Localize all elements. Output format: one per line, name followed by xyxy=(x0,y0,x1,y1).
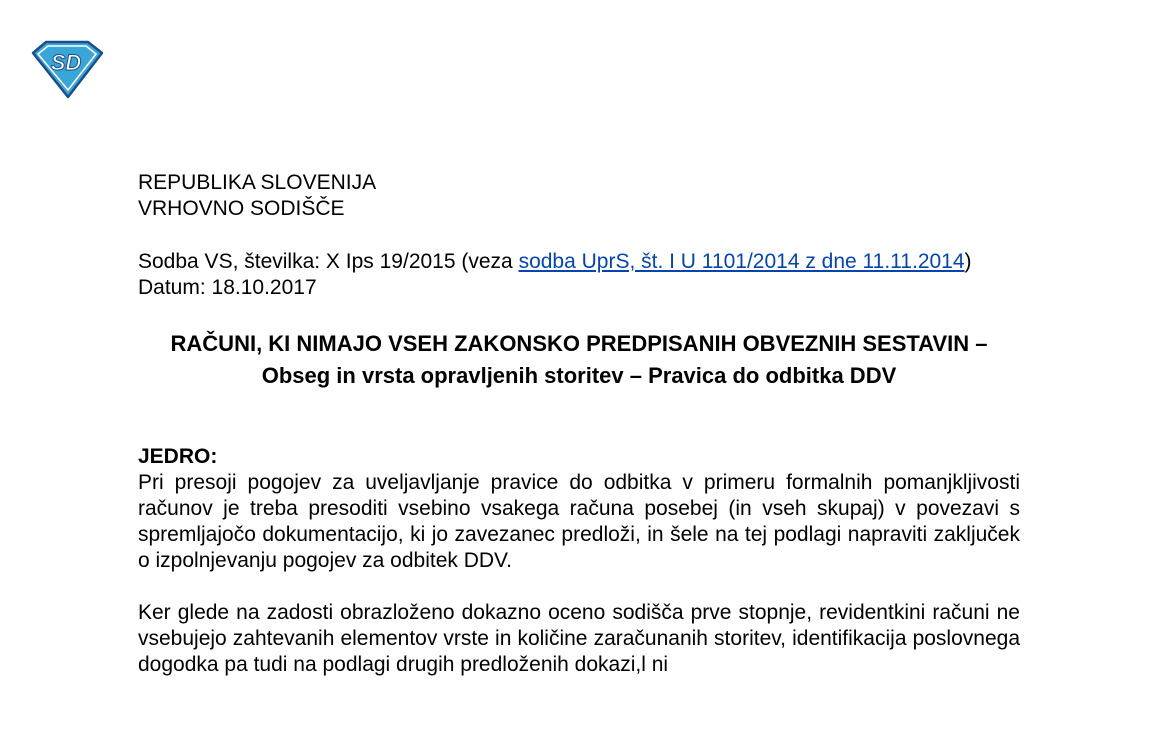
case-reference xyxy=(138,249,1020,301)
case-date: Datum: 18.10.2017 xyxy=(138,276,317,299)
related-judgment-link[interactable]: sodba UprS, št. I U 1101/2014 z dne 11.11.2014 xyxy=(518,250,965,273)
core-paragraph-2: Ker glede na zadosti obrazloženo dokazno oceno sodišča prve stopnje, revidentkini računi ne vsebujejo zahtevanih elementov vrste in količine zaračunanih storitev, identifikacija poslovnega dogodka pa tudi na podlagi drugih predloženih dokazi,l ni xyxy=(138,601,1020,676)
core-paragraph-1: Pri presoji pogojev za uveljavljanje pravice do odbitka v primeru formalnih pomanjkljivosti računov je treba presoditi vsebino vsakega računa posebej (in vseh skupaj) v povezavi s spremljajočo dokumentacijo, ki jo zavezanec predloži, in šele na tej podlagi napraviti zaključek o izpolnjevanju pogojev za odbitek DDV. xyxy=(138,471,1020,572)
core-heading: JEDRO: xyxy=(138,445,218,468)
case-number: Sodba VS, številka: X Ips 19/2015 (veza xyxy=(138,250,519,273)
country-name: REPUBLIKA SLOVENIJA xyxy=(138,171,377,194)
court-name: VRHOVNO SODIŠČE xyxy=(138,197,345,220)
case-reference-close: ) xyxy=(964,250,972,273)
document-title: RAČUNI, KI NIMAJO VSEH ZAKONSKO PREDPISANIH OBVEZNIH SESTAVIN – Obseg in vrsta opravljenih storitev – Pravica do odbitka DDV xyxy=(170,331,988,388)
document-body xyxy=(138,170,1020,678)
logo-lettering: SD xyxy=(50,50,82,75)
court-shield-logo-icon xyxy=(30,40,104,100)
